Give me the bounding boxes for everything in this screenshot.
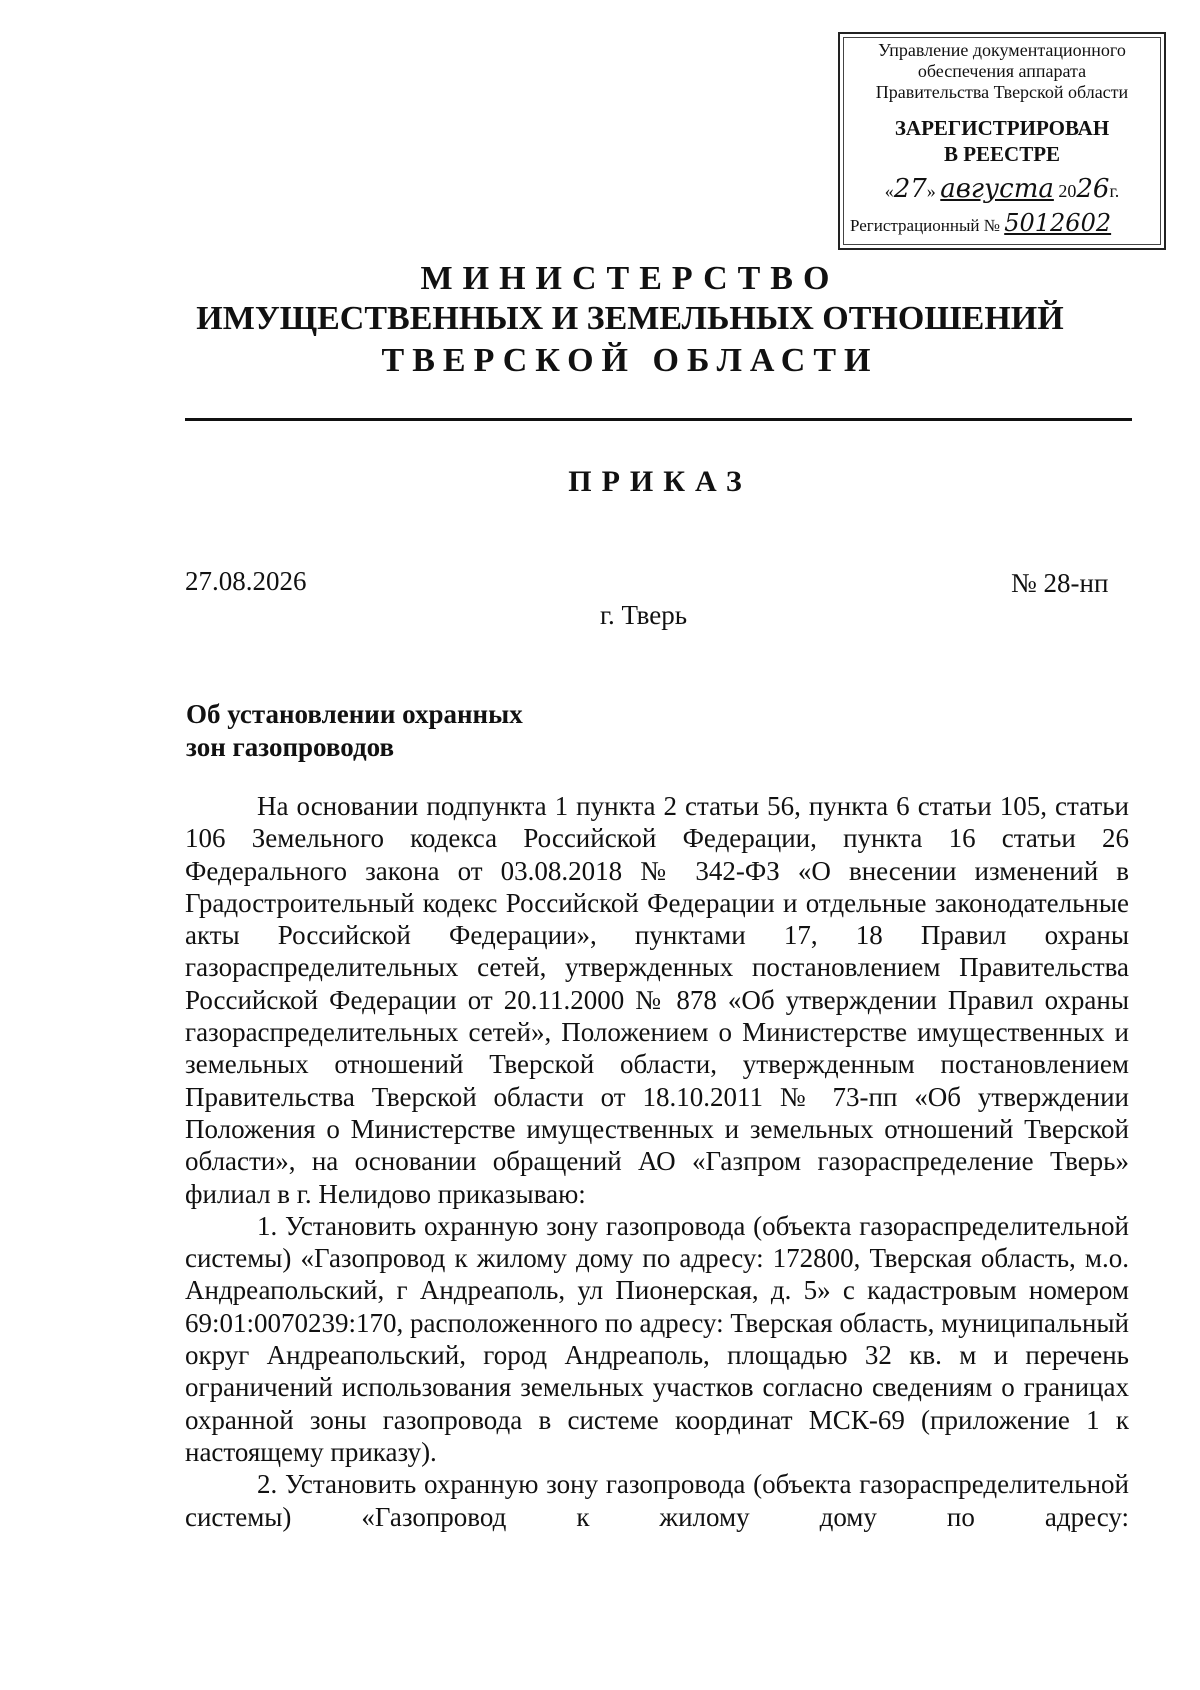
stamp-org-line-2: обеспечения аппарата — [917, 61, 1087, 81]
stamp-date-month: августа — [940, 174, 1054, 204]
stamp-date-day: 27 — [893, 174, 927, 204]
stamp-org-line-3: Правительства Тверской области — [875, 82, 1129, 102]
stamp-status — [840, 115, 1164, 167]
stamp-status-line-1: ЗАРЕГИСТРИРОВАН — [894, 116, 1110, 140]
order-subject — [186, 698, 523, 764]
stamp-date-year-end: г. — [1109, 181, 1120, 201]
order-number: № 28-нп — [1011, 568, 1109, 598]
body-paragraph-preamble: На основании подпункта 1 пункта 2 статьи 56, пункта 6 статьи 105, статьи 106 Земельного кодекса Российской Федерации, пункта 16 статьи 26 Федерального закона от 03.08.2018 № 342-ФЗ «О внесении изменений в Градостроительный кодекс Российской Федерации и отдельные законодательные акты Российской Федерации», пунктами 17, 18 Правил охраны газораспределительных сетей, утвержденных постановлением Правительства Российской Федерации от 20.11.2000 № 878 «Об утверждении Правил охраны газораспределительных сетей», Положением о Министерстве имущественных и земельных отношений Тверской области, утвержденным постановлением Правительства Тверской области от 18.10.2011 № 73-пп «Об утверждении Положения о Министерстве имущественных и земельных отношений Тверской области», на основании обращений АО «Газпром газораспределение Тверь» филиал в г. Нелидово приказываю: — [185, 791, 1129, 1209]
ministry-title-line-1: МИНИСТЕРСТВО — [420, 260, 840, 297]
stamp-status-line-2: В РЕЕСТРЕ — [943, 142, 1061, 166]
stamp-date-prefix: « — [884, 181, 894, 201]
stamp-date — [840, 174, 1164, 207]
order-city: г. Тверь — [600, 600, 688, 630]
stamp-org-line-1: Управление документационного — [878, 40, 1126, 60]
order-body — [185, 790, 1129, 1533]
stamp-reg-value: 5012602 — [1004, 209, 1112, 237]
stamp-date-year-prefix: 20 — [1058, 181, 1077, 201]
document-type: ПРИКАЗ — [568, 465, 752, 498]
stamp-reg-number — [840, 209, 1164, 237]
ministry-title-line-3: ТВЕРСКОЙ ОБЛАСТИ — [381, 342, 879, 379]
order-subject-line-2: зон газопроводов — [186, 732, 395, 762]
body-paragraph-item-2: 2. Установить охранную зону газопровода (объекта газораспределительной системы) «Газопровод к жилому дому по адресу: — [185, 1469, 1129, 1532]
body-paragraph-item-1: 1. Установить охранную зону газопровода (объекта газораспределительной системы) «Газопровод к жилому дому по адресу: 172800, Тверская область, м.о. Андреапольский, г Андреаполь, ул Пионерская, д. 5» с кадастровым номером 69:01:0070239:170, расположенного по адресу: Тверская область, муниципальный округ Андреапольский, город Андреаполь, площадью 32 кв. м и перечень ограничений использования земельных участков согласно сведениям о границах охранной зоны газопровода в системе координат МСК-69 (приложение 1 к настоящему приказу). — [185, 1210, 1129, 1467]
stamp-date-year-suffix: 26 — [1076, 174, 1110, 204]
ministry-title-line-2: ИМУЩЕСТВЕННЫХ И ЗЕМЕЛЬНЫХ ОТНОШЕНИЙ — [196, 300, 1064, 337]
stamp-date-mid: » — [926, 181, 936, 201]
stamp-reg-label: Регистрационный № — [850, 216, 1000, 235]
order-date: 27.08.2026 — [185, 566, 307, 596]
registration-stamp — [838, 32, 1166, 250]
order-subject-line-1: Об установлении охранных — [186, 699, 523, 729]
header-divider — [185, 418, 1132, 421]
